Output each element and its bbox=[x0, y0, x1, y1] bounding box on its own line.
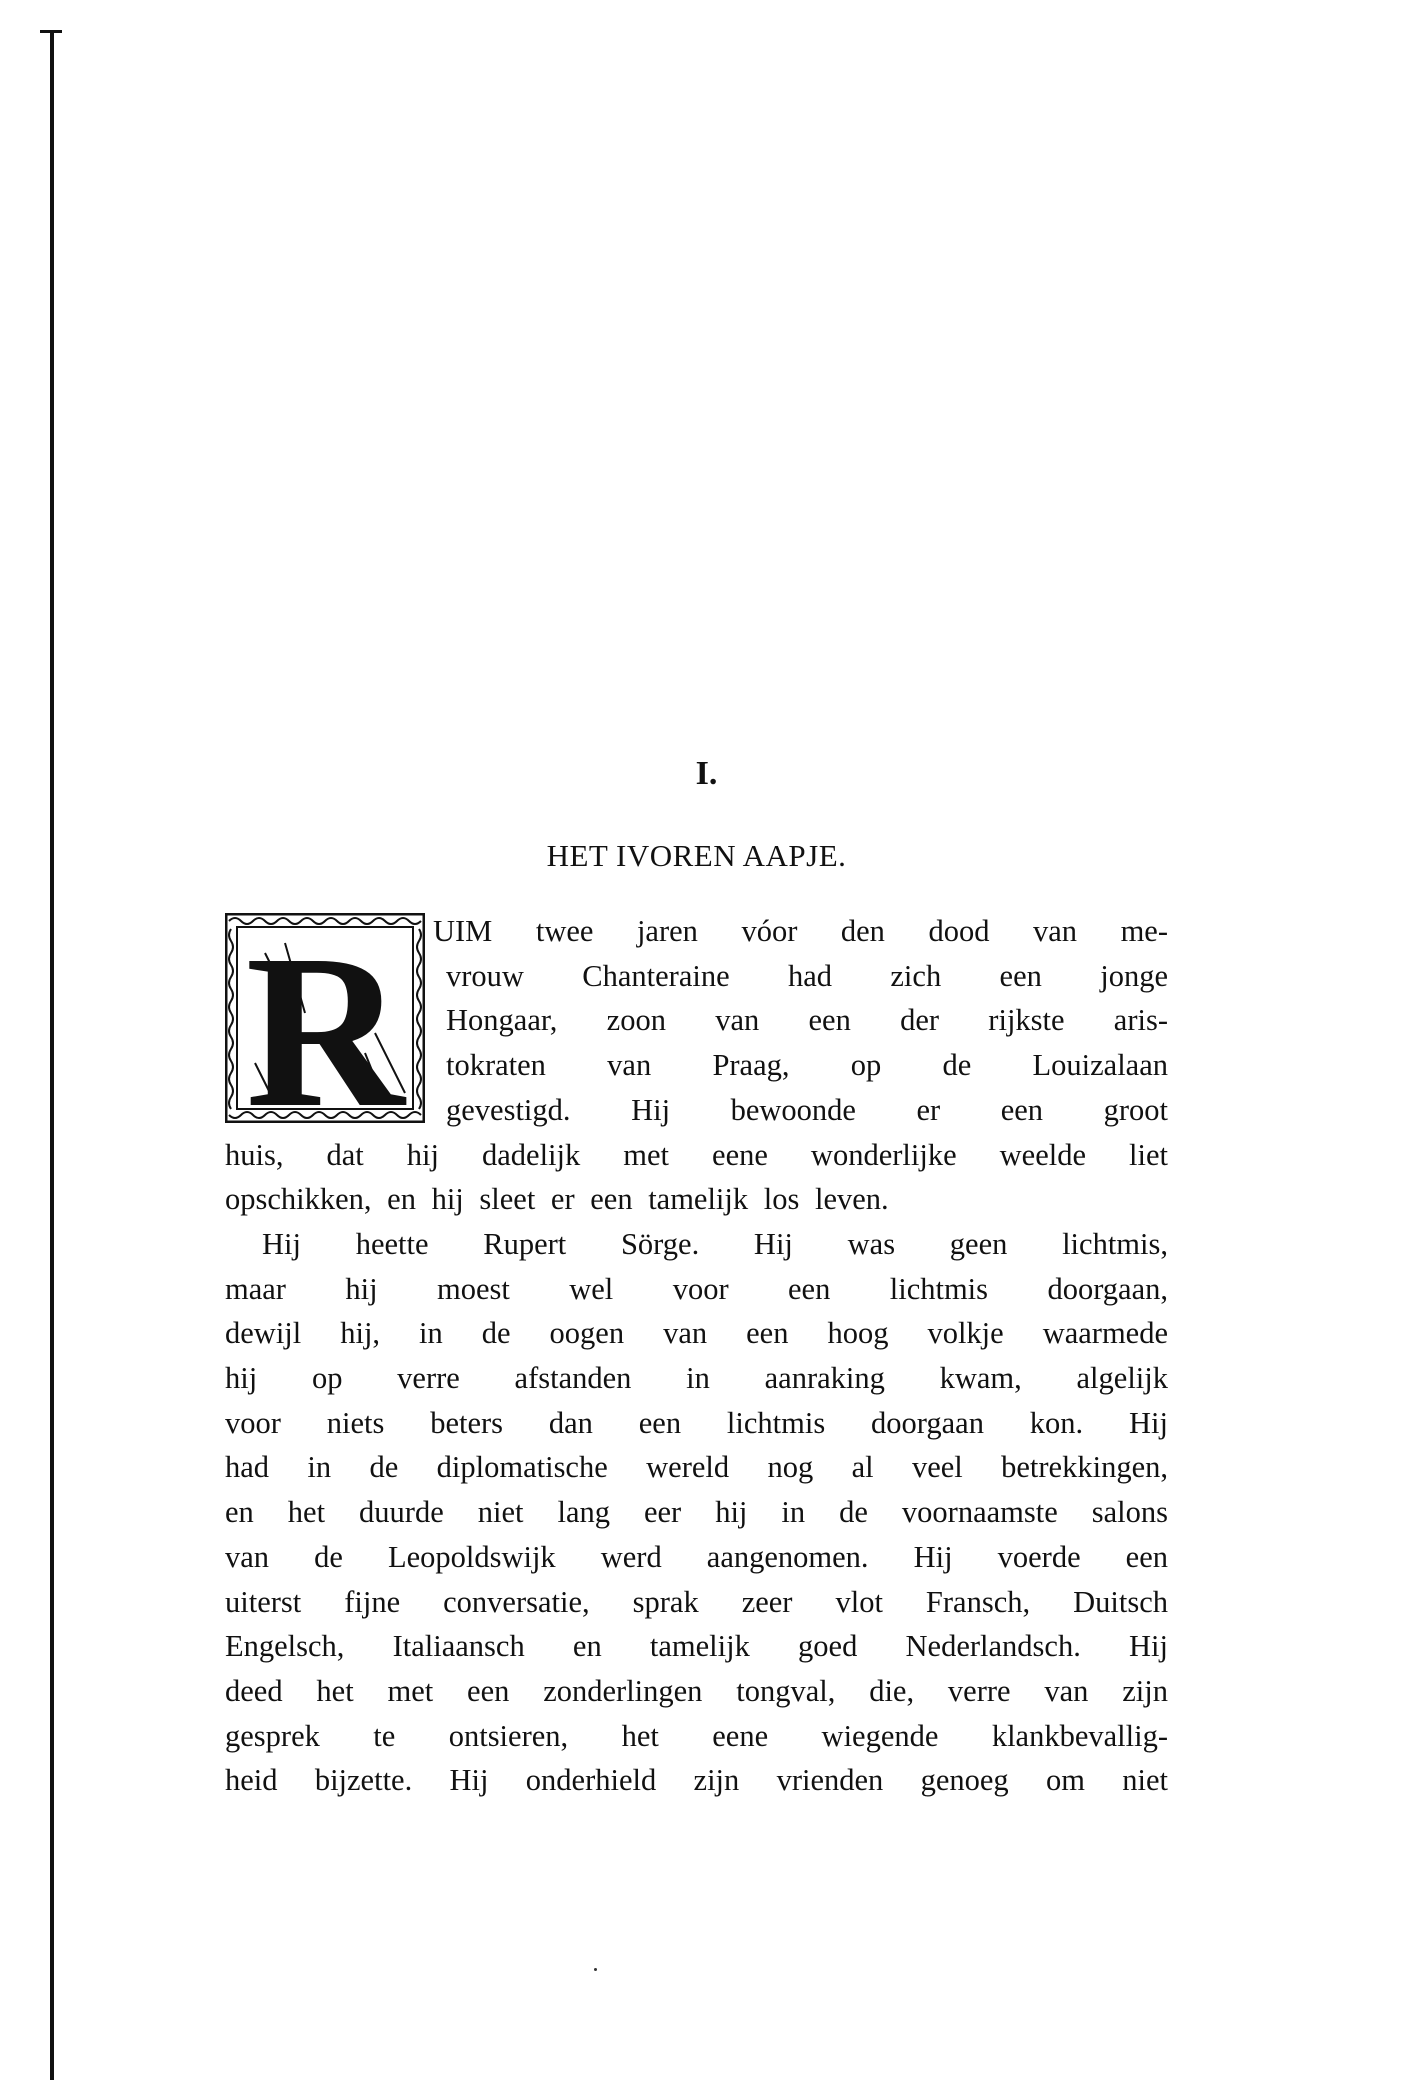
chapter-number: I. bbox=[695, 755, 718, 792]
text-line: gesprek te ontsieren, het eene wiegende klankbevallig- bbox=[225, 1718, 1168, 1753]
text-line: maar hij moest wel voor een lichtmis doorgaan, bbox=[225, 1271, 1168, 1306]
chapter-title: HET IVOREN AAPJE. bbox=[546, 838, 847, 873]
text-line: huis, dat hij dadelijk met eene wonderlijke weelde liet bbox=[225, 1137, 1168, 1172]
text-line: deed het met een zonderlingen tongval, die, verre van zijn bbox=[225, 1673, 1168, 1708]
text-line: vrouw Chanteraine had zich een jonge bbox=[446, 958, 1168, 993]
text-line: Engelsch, Italiaansch en tamelijk goed Nederlandsch. Hij bbox=[225, 1629, 1168, 1664]
text-line: voor niets beters dan een lichtmis doorgaan kon. Hij bbox=[225, 1405, 1168, 1440]
text-line: opschikken, en hij sleet er een tamelijk los leven. bbox=[225, 1182, 889, 1217]
text-line: van de Leopoldswijk werd aangenomen. Hij voerde een bbox=[225, 1539, 1168, 1574]
text-line: had in de diplomatische wereld nog al veel betrekkingen, bbox=[225, 1450, 1168, 1485]
text-line: heid bijzette. Hij onderhield zijn vrienden genoeg om niet bbox=[225, 1763, 1168, 1798]
text-line: gevestigd. Hij bewoonde er een groot bbox=[446, 1092, 1168, 1127]
text-line: UIM twee jaren vóor den dood van me- bbox=[433, 914, 1168, 948]
text-line: dewijl hij, in de oogen van een hoog volkje waarmede bbox=[225, 1316, 1168, 1351]
svg-text:R: R bbox=[245, 913, 405, 1123]
text-line: tokraten van Praag, op de Louizalaan bbox=[446, 1048, 1168, 1083]
speck bbox=[594, 1968, 597, 1971]
decorated-initial-r bbox=[225, 913, 425, 1123]
page-binding-edge bbox=[50, 30, 54, 2080]
text-line: uiterst fijne conversatie, sprak zeer vlot Fransch, Duitsch bbox=[225, 1584, 1168, 1619]
text-line: Hij heette Rupert Sörge. Hij was geen lichtmis, bbox=[262, 1226, 1168, 1261]
text-line: en het duurde niet lang eer hij in de voornaamste salons bbox=[225, 1495, 1168, 1530]
text-line: Hongaar, zoon van een der rijkste aris- bbox=[446, 1003, 1168, 1038]
text-line: hij op verre afstanden in aanraking kwam, algelijk bbox=[225, 1361, 1168, 1395]
